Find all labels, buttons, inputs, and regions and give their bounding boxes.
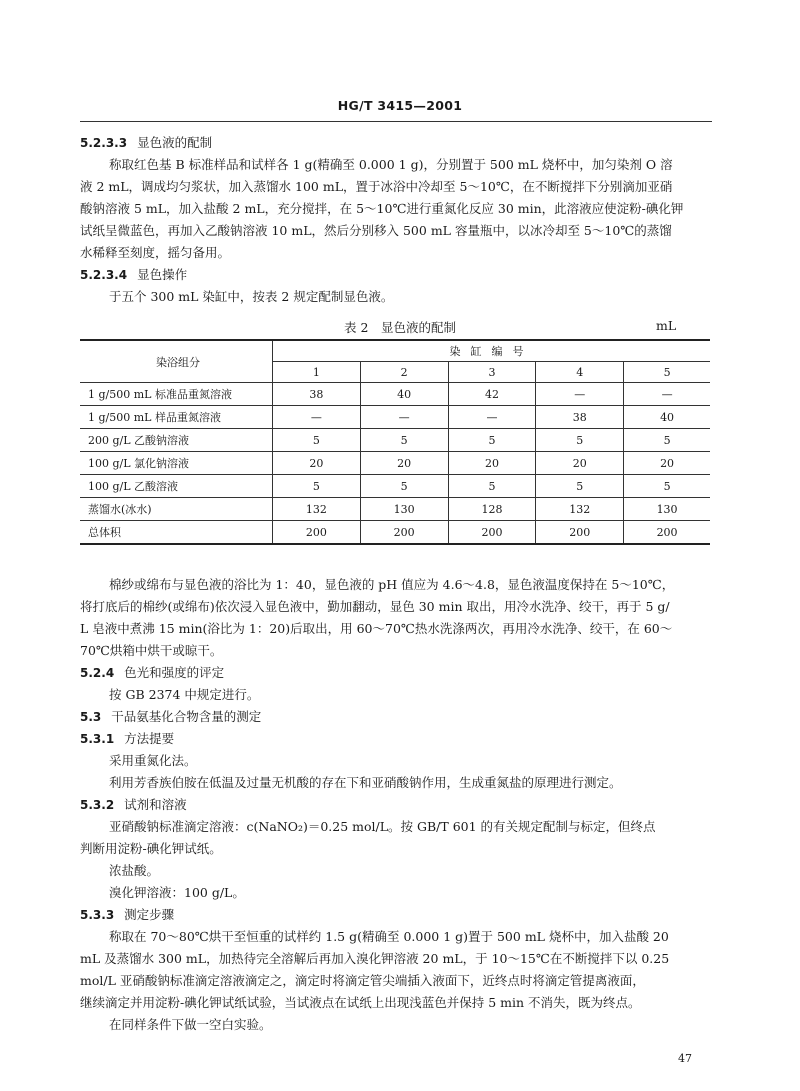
- paragraph-line: 利用芳香族伯胺在低温及过量无机酸的存在下和亚硝酸钠作用，生成重氮盐的原理进行测定。: [109, 775, 622, 790]
- paragraph-line: 称取红色基 B 标准样品和试样各 1 g(精确至 0.000 1 g)，分别置于 500 mL 烧杯中，加匀染剂 O 溶: [109, 157, 673, 172]
- vat-number: 5: [624, 362, 710, 383]
- vat-number: 2: [360, 362, 448, 383]
- paragraph-line: 将打底后的棉纱(或绵布)依次浸入显色液中，勤加翻动，显色 30 min 取出，用冷水洗净、绞干，再于 5 g/: [80, 599, 670, 614]
- paragraph-line: 采用重氮化法。: [109, 753, 197, 768]
- table-row: [80, 452, 710, 475]
- table-row-total: [80, 521, 710, 545]
- paragraph-line: 判断用淀粉-碘化钾试纸。: [80, 841, 222, 856]
- cell: 5: [536, 429, 624, 452]
- paragraph-line: 于五个 300 mL 染缸中，按表 2 规定配制显色液。: [109, 289, 394, 304]
- section-5-3-heading: 5.3 干品氨基化合物含量的测定: [80, 709, 262, 724]
- paragraph-line: 试纸呈微蓝色，再加入乙酸钠溶液 10 mL，然后分别移入 500 mL 容量瓶中，以冰冷却至 5～10℃的蒸馏: [80, 223, 672, 238]
- cell: 20: [360, 452, 448, 475]
- table-unit: mL: [656, 318, 677, 333]
- row-name: 蒸馏水(冰水): [80, 498, 273, 521]
- cell: 5: [624, 429, 710, 452]
- table-row: [80, 475, 710, 498]
- cell: 20: [624, 452, 710, 475]
- cell: 5: [448, 429, 536, 452]
- cell: 128: [448, 498, 536, 521]
- cell: 5: [273, 475, 361, 498]
- row-name: 总体积: [80, 521, 273, 545]
- table-row: [80, 406, 710, 429]
- paragraph-line: 称取在 70～80℃烘干至恒重的试样约 1.5 g(精确至 0.000 1 g)置于 500 mL 烧杯中，加入盐酸 20: [109, 929, 669, 944]
- row-name: 100 g/L 乙酸溶液: [80, 475, 273, 498]
- cell: 5: [624, 475, 710, 498]
- paragraph-line: 70℃烘箱中烘干或晾干。: [80, 643, 223, 658]
- cell: 20: [536, 452, 624, 475]
- cell: 38: [273, 383, 361, 406]
- page-number: 47: [678, 1052, 692, 1065]
- cell: 130: [624, 498, 710, 521]
- cell: —: [360, 406, 448, 429]
- cell: —: [448, 406, 536, 429]
- row-name: 100 g/L 氯化钠溶液: [80, 452, 273, 475]
- row-name: 200 g/L 乙酸钠溶液: [80, 429, 273, 452]
- column-header-component: 染浴组分: [80, 340, 273, 383]
- table-row: [80, 498, 710, 521]
- section-5-3-2-heading: 5.3.2 试剂和溶液: [80, 797, 187, 812]
- paragraph-line: 棉纱或绵布与显色液的浴比为 1：40，显色液的 pH 值应为 4.6～4.8，显色液温度保持在 5～10℃，: [109, 577, 675, 592]
- cell: 132: [536, 498, 624, 521]
- table-header-row: [80, 340, 710, 362]
- section-5-3-1-heading: 5.3.1 方法提要: [80, 731, 175, 746]
- document-header: HG/T 3415—2001: [337, 98, 463, 113]
- column-group-header: 染缸编号: [273, 340, 711, 362]
- section-5-2-3-4-heading: 5.2.3.4 显色操作: [80, 267, 188, 282]
- vat-number: 1: [273, 362, 361, 383]
- section-5-2-3-3-heading: 5.2.3.3 显色液的配制: [80, 135, 213, 150]
- paragraph-line: 继续滴定并用淀粉-碘化钾试纸试验，当试液点在试纸上出现浅蓝色并保持 5 min 不消失，既为终点。: [80, 995, 641, 1010]
- paragraph-line: 浓盐酸。: [109, 863, 160, 878]
- section-5-2-4-heading: 5.2.4 色光和强度的评定: [80, 665, 225, 680]
- paragraph-line: 在同样条件下做一空白实验。: [109, 1017, 272, 1032]
- paragraph-line: 亚硝酸钠标准滴定溶液：c(NaNO₂)＝0.25 mol/L。按 GB/T 601 的有关规定配制与标定，但终点: [109, 819, 656, 834]
- cell: 132: [273, 498, 361, 521]
- cell: 5: [360, 475, 448, 498]
- table-caption: 表 2 显色液的配制: [344, 320, 456, 335]
- cell: 5: [360, 429, 448, 452]
- paragraph-line: L 皂液中煮沸 15 min(浴比为 1：20)后取出，用 60～70℃热水洗涤两次，再用冷水洗净、绞干，在 60～: [80, 621, 673, 636]
- cell: 5: [536, 475, 624, 498]
- cell: 200: [273, 521, 361, 545]
- row-name: 1 g/500 mL 样品重氮溶液: [80, 406, 273, 429]
- cell: 38: [536, 406, 624, 429]
- cell: 130: [360, 498, 448, 521]
- row-name: 1 g/500 mL 标准品重氮溶液: [80, 383, 273, 406]
- header-rule: [80, 121, 712, 122]
- table-row: [80, 429, 710, 452]
- section-5-3-3-heading: 5.3.3 测定步骤: [80, 907, 175, 922]
- cell: —: [536, 383, 624, 406]
- cell: 40: [360, 383, 448, 406]
- paragraph-line: 酸钠溶液 5 mL，加入盐酸 2 mL，充分搅拌，在 5～10℃进行重氮化反应 30 min，此溶液应使淀粉-碘化钾: [80, 201, 684, 216]
- paragraph-line: 按 GB 2374 中规定进行。: [109, 687, 260, 702]
- cell: 200: [448, 521, 536, 545]
- paragraph-line: mol/L 亚硝酸钠标准滴定溶液滴定之，滴定时将滴定管尖端插入液面下，近终点时将滴定管提离液面，: [80, 973, 645, 988]
- cell: 20: [448, 452, 536, 475]
- paragraph-line: 溴化钾溶液：100 g/L。: [109, 885, 245, 900]
- cell: 42: [448, 383, 536, 406]
- cell: —: [624, 383, 710, 406]
- cell: 200: [536, 521, 624, 545]
- cell: 200: [360, 521, 448, 545]
- cell: 20: [273, 452, 361, 475]
- cell: —: [273, 406, 361, 429]
- vat-number: 3: [448, 362, 536, 383]
- paragraph-line: mL 及蒸馏水 300 mL，加热待完全溶解后再加入溴化钾溶液 20 mL，于 10～15℃在不断搅拌下以 0.25: [80, 951, 670, 966]
- dye-bath-table: [80, 339, 710, 545]
- table-row: [80, 383, 710, 406]
- cell: 40: [624, 406, 710, 429]
- vat-number: 4: [536, 362, 624, 383]
- paragraph-line: 水稀释至刻度，摇匀备用。: [80, 245, 231, 260]
- cell: 5: [273, 429, 361, 452]
- cell: 5: [448, 475, 536, 498]
- cell: 200: [624, 521, 710, 545]
- paragraph-line: 液 2 mL，调成均匀浆状，加入蒸馏水 100 mL，置于冰浴中冷却至 5～10℃，在不断搅拌下分别滴加亚硝: [80, 179, 673, 194]
